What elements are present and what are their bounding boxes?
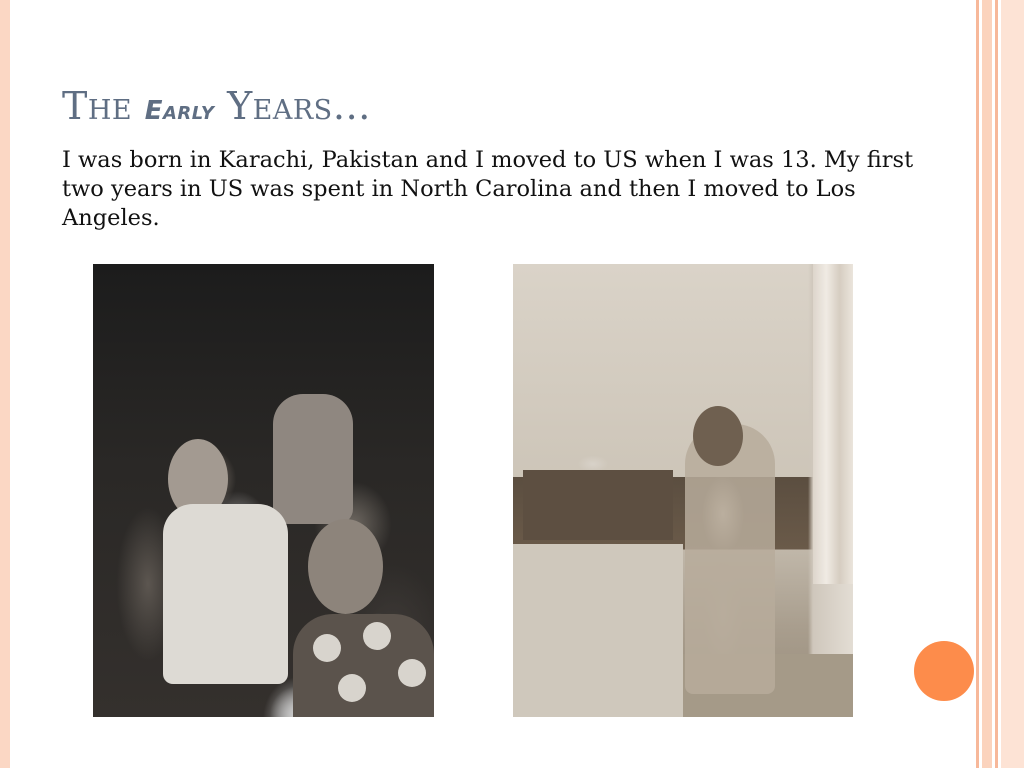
orange-circle-decoration bbox=[914, 641, 974, 701]
title-word-the: The bbox=[62, 84, 133, 128]
photo-figure bbox=[308, 519, 383, 614]
photo-figure bbox=[273, 394, 353, 524]
stripe bbox=[995, 0, 998, 768]
photo-child bbox=[685, 424, 775, 694]
photo-table bbox=[523, 470, 673, 540]
slide-body-text: I was born in Karachi, Pakistan and I moved to US when I was 13. My first two years in US was spent in North Carolina and then I moved to Los Angeles. bbox=[62, 147, 914, 231]
photo-figure bbox=[163, 504, 288, 684]
stripe bbox=[1001, 0, 1024, 768]
photo-child-head bbox=[693, 406, 743, 466]
photo-figure bbox=[293, 614, 434, 717]
family-group-photo bbox=[93, 264, 434, 717]
slide-title bbox=[62, 84, 371, 128]
right-decorative-stripes bbox=[976, 0, 1024, 768]
title-word-years: Years… bbox=[227, 84, 372, 128]
child-telephone-photo bbox=[513, 264, 853, 717]
stripe bbox=[982, 0, 992, 768]
title-word-early: Early bbox=[144, 96, 215, 126]
left-border bbox=[0, 0, 10, 768]
stripe bbox=[976, 0, 979, 768]
photo-bed bbox=[513, 544, 683, 717]
photo-curtain bbox=[813, 264, 853, 584]
